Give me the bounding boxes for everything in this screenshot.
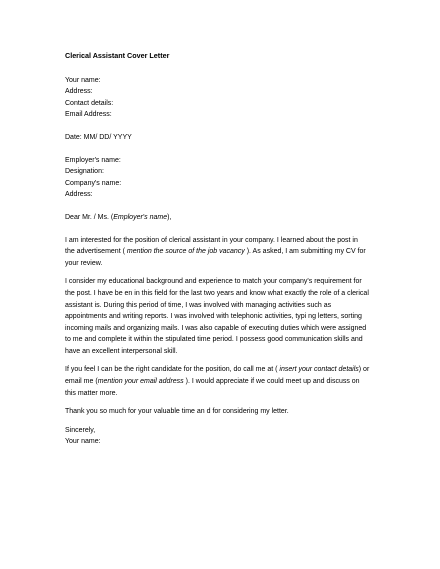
paragraph-line — [65, 364, 385, 376]
text-run: the advertisement ( — [65, 248, 127, 256]
paragraph-line: appointments and writing reports. I was involved with telephonic activities, typi ng letters, sorting — [65, 313, 362, 321]
paragraph-line: assistant is. During this period of time, I was involved with managing activities such as — [65, 301, 332, 309]
sender-block — [65, 75, 385, 121]
date-line: Date: MM/ DD/ YYYY — [65, 133, 132, 141]
text-run: If you feel I can be the right candidate for the position, do call me at ( — [65, 366, 280, 374]
placeholder-text: mention your email address — [97, 378, 184, 386]
paragraph-line — [65, 246, 385, 258]
sender-name-line: Your name: — [65, 76, 101, 84]
recipient-block — [65, 155, 385, 201]
text-run: ). As asked, I am submitting my CV for — [244, 248, 366, 256]
paragraph-experience — [65, 276, 385, 357]
placeholder-text: mention the source of the job vacancy — [126, 248, 245, 256]
cover-letter — [65, 50, 385, 448]
paragraph-line — [65, 376, 385, 388]
salutation-prefix: Dear Mr. / Ms. ( — [65, 213, 114, 221]
paragraph-thanks: Thank you so much for your valuable time an d for considering my letter. — [65, 408, 289, 416]
recipient-address-line: Address: — [65, 191, 93, 199]
salutation-placeholder: Employer's name — [113, 213, 168, 221]
placeholder-text: insert your contact details — [279, 366, 359, 374]
letter-title: Clerical Assistant Cover Letter — [65, 51, 170, 60]
employer-name-line: Employer's name: — [65, 156, 121, 164]
paragraph-line: have an excellent interpersonal skill. — [65, 347, 178, 355]
paragraph-line: I consider my educational background and experience to match your company's requirement for — [65, 278, 362, 286]
closing-block — [65, 425, 385, 448]
paragraph-line: to me and complete it within the stipulated time period. I possess good communication skills and — [65, 336, 363, 344]
sender-address-line: Address: — [65, 88, 93, 96]
designation-line: Designation: — [65, 168, 104, 176]
salutation-suffix: ), — [167, 213, 172, 221]
sender-contact-line: Contact details: — [65, 99, 114, 107]
closing-line: Sincerely, — [65, 426, 96, 434]
sender-email-line: Email Address: — [65, 111, 112, 119]
text-run: ) or — [358, 366, 370, 374]
text-run: ). I would appreciate if we could meet up and discuss on — [183, 378, 360, 386]
text-run: email me ( — [65, 378, 98, 386]
paragraph-contact — [65, 364, 385, 399]
paragraph-line: this matter more. — [65, 389, 118, 397]
signature-line: Your name: — [65, 438, 101, 446]
paragraph-line: the post. I have be en in this field for the last two years and know what exactly the role of a clerical — [65, 289, 369, 297]
paragraph-line: incoming mails and organizing mails. I was also capable of executing duties which were assigned — [65, 324, 367, 332]
salutation — [65, 212, 385, 224]
company-name-line: Company's name: — [65, 179, 122, 187]
paragraph-intro — [65, 235, 385, 270]
paragraph-line: I am interested for the position of clerical assistant in your company. I learned about the post in — [65, 236, 358, 244]
paragraph-line: your review. — [65, 259, 103, 267]
